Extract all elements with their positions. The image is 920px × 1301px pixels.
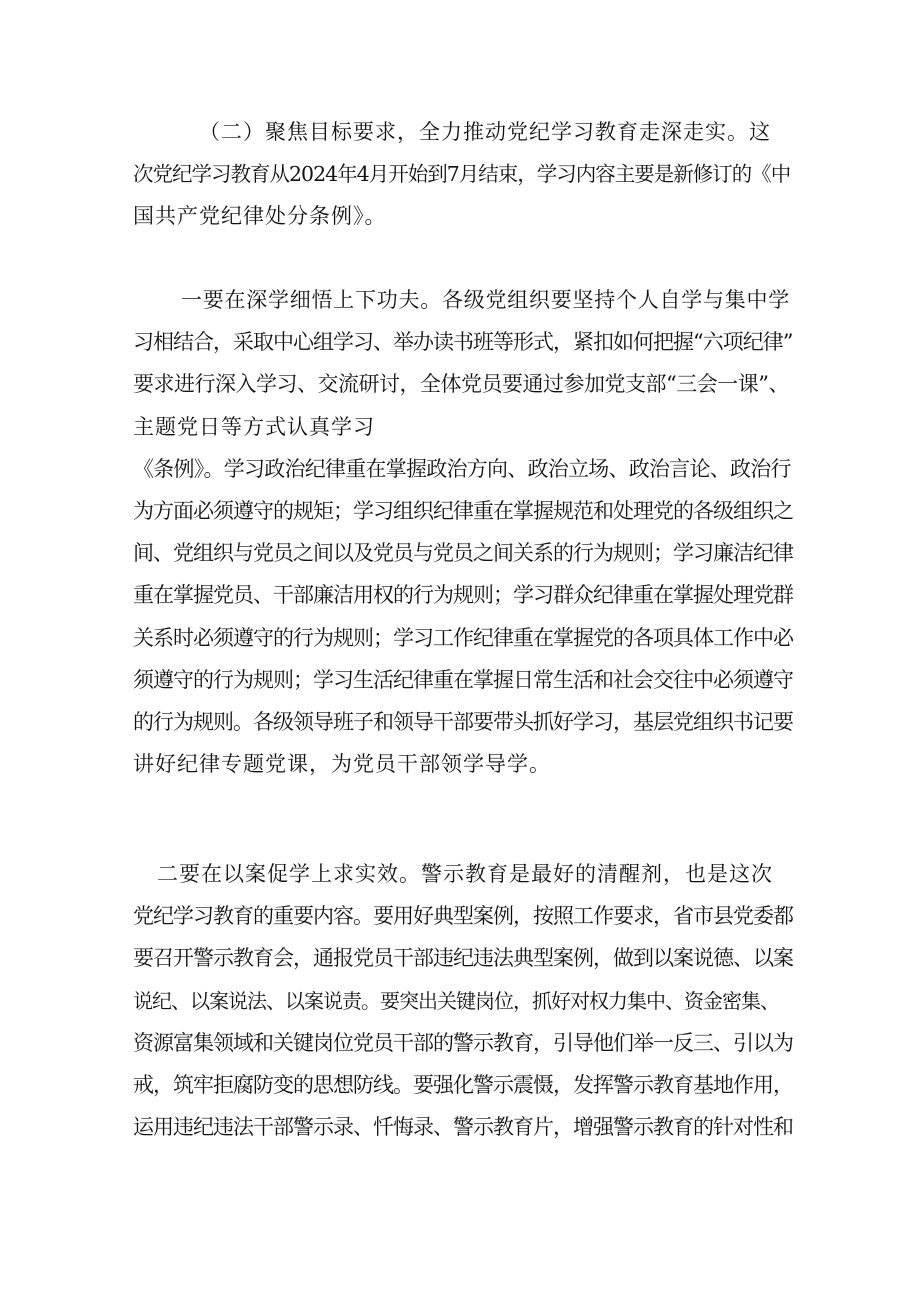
- text-line: 须遵守的行为规则；学习生活纪律重在掌握日常生活和社会交往中必须遵守: [133, 667, 793, 692]
- text-line: 的行为规则。各级领导班子和领导干部要带头抓好学习，基层党组织书记要: [133, 709, 793, 734]
- text-line: 党纪学习教育的重要内容。要用好典型案例，按照工作要求，省市县党委都: [133, 904, 793, 929]
- paragraph-deep-study: [133, 279, 793, 827]
- text-line: 要召开警示教育会，通报党员干部违纪违法典型案例，做到以案说德、以案: [133, 946, 793, 971]
- text-line: 说纪、以案说法、以案说责。要突出关键岗位，抓好对权力集中、资金密集、: [133, 988, 779, 1013]
- text-line: 为方面必须遵守的规矩；学习组织纪律重在掌握规范和处理党的各级组织之: [133, 498, 793, 523]
- text-line: 关系时必须遵守的行为规则；学习工作纪律重在掌握党的各项具体工作中必: [133, 625, 793, 650]
- text-line: 资源富集领域和关键岗位党员干部的警示教育，引导他们举一反三、引以为: [133, 1030, 793, 1055]
- text-line: 习相结合，采取中心组学习、举办读书班等形式，紧扣如何把握“六项纪律”: [133, 330, 793, 355]
- text-line: 一要在深学细悟上下功夫。各级党组织要坚持个人自学与集中学: [181, 288, 790, 312]
- text-line: 重在掌握党员、干部廉洁用权的行为规则；学习群众纪律重在掌握处理党群: [133, 583, 793, 608]
- text-line: 戒，筑牢拒腐防变的思想防线。要强化警示震慑，发挥警示教育基地作用，: [133, 1072, 793, 1097]
- paragraph-focus-goals: [133, 111, 793, 238]
- text-line: 二要在以案促学上求实效。警示教育是最好的清醒剂，也是这次: [157, 862, 773, 886]
- text-line: 要求进行深入学习、交流研讨，全体党员要通过参加党支部“三会一课”、: [133, 372, 789, 397]
- text-line: 间、党组织与党员之间以及党员与党员之间关系的行为规则；学习廉洁纪律: [133, 541, 793, 566]
- text-line: （二）聚焦目标要求，全力推动党纪学习教育走深走实。这: [199, 120, 771, 144]
- text-line: 讲好纪律专题党课，为党员干部领学导学。: [133, 752, 551, 777]
- text-line: 国共产党纪律处分条例》。: [133, 204, 387, 229]
- paragraph-case-study: [133, 853, 793, 1148]
- text-line: 主题党日等方式认真学习: [133, 414, 375, 439]
- text-line: 次党纪学习教育从2024年4月开始到7月结束，学习内容主要是新修订的《中: [133, 162, 791, 187]
- text-line: 《条例》。学习政治纪律重在掌握政治方向、政治立场、政治言论、政治行: [133, 456, 791, 481]
- text-line: [133, 785, 793, 827]
- text-line: 运用违纪违法干部警示录、忏悔录、警示教育片，增强警示教育的针对性和: [133, 1115, 793, 1140]
